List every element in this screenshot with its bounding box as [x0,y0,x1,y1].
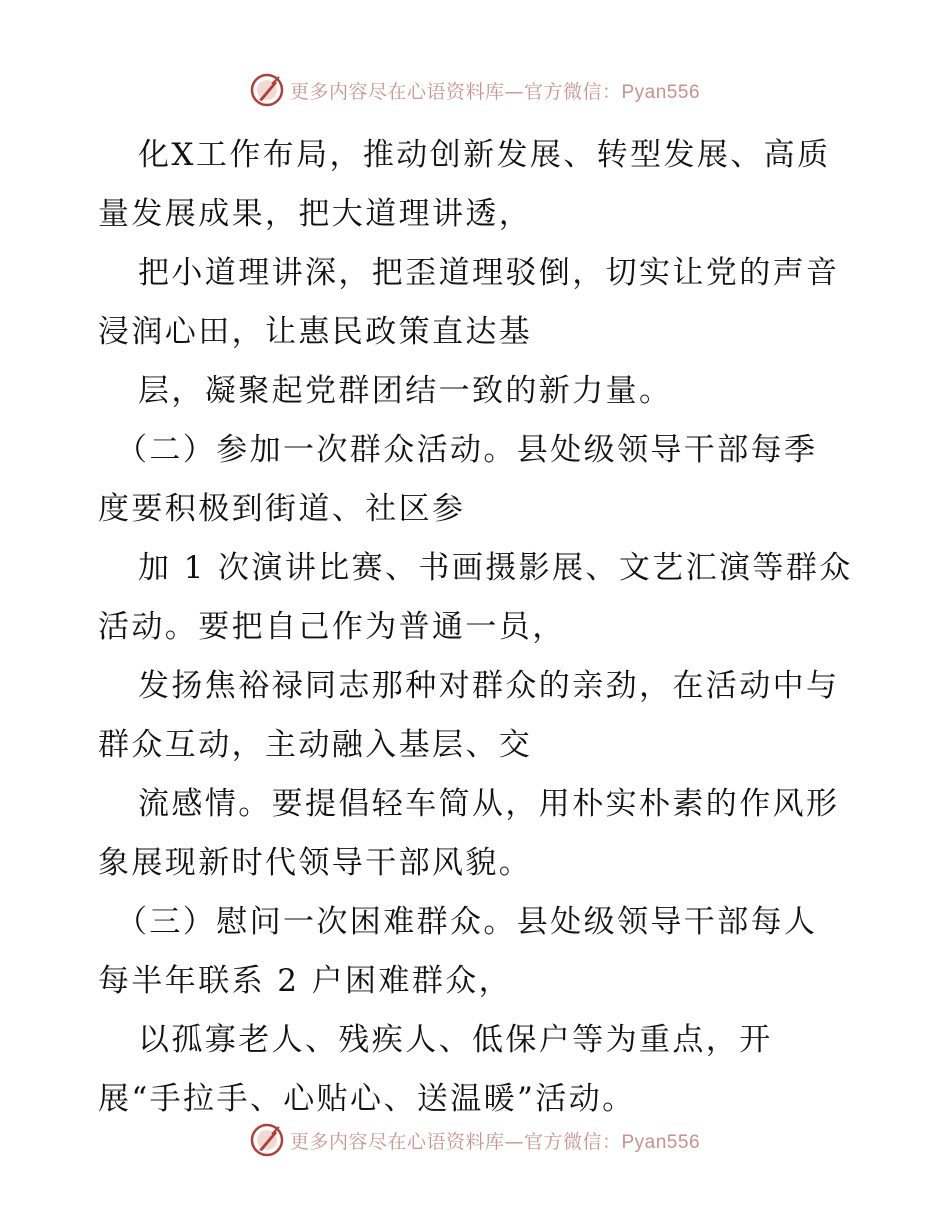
watermark-text [290,77,700,104]
body-line: 每半年联系 2 户困难群众， [98,963,513,999]
quill-logo-icon [250,1123,284,1157]
watermark-dash: — [504,80,524,103]
quill-logo-icon [250,73,284,107]
document-body [98,126,858,1129]
section-heading-line: （三）慰问一次困难群众。县处级领导干部每人 [116,904,818,940]
body-line: 象展现新时代领导干部风貌。 [98,845,533,881]
body-line: 流感情。要提倡轻车简从，用朴实朴素的作风形 [138,786,840,822]
body-line: 发扬焦裕禄同志那种对群众的亲劲，在活动中与 [138,668,840,704]
watermark-site-name: 更多内容尽在心语资料库 [289,1130,505,1153]
watermark-official-label: 官方微信： [523,80,622,103]
watermark-official-label: 官方微信： [523,1130,622,1153]
watermark-wechat-id: Pyan556 [621,81,701,103]
body-line: 层，凝聚起党群团结一致的新力量。 [138,373,673,409]
body-line: 加 1 次演讲比赛、书画摄影展、文艺汇演等群众 [138,550,853,586]
watermark-text [290,1127,700,1154]
watermark-dash: — [504,1130,524,1153]
body-line: 量发展成果，把大道理讲透， [98,196,533,232]
body-line: 活动。要把自己作为普通一员， [98,609,566,645]
body-line: 展“手拉手、心贴心、送温暖”活动。 [98,1081,636,1117]
body-line: 浸润心田，让惠民政策直达基 [98,314,533,350]
body-line: 群众互动，主动融入基层、交 [98,727,533,763]
footer-watermark [0,1120,950,1160]
header-watermark [0,70,950,110]
body-line: 度要积极到街道、社区参 [98,491,466,527]
watermark-wechat-id: Pyan556 [621,1131,701,1153]
section-heading-line: （二）参加一次群众活动。县处级领导干部每季 [116,432,818,468]
body-line: 以孤寡老人、残疾人、低保户等为重点，开 [138,1022,773,1058]
body-line: 把小道理讲深，把歪道理驳倒，切实让党的声音 [138,255,840,291]
watermark-site-name: 更多内容尽在心语资料库 [289,80,505,103]
body-line: 化X工作布局，推动创新发展、转型发展、高质 [138,137,831,173]
